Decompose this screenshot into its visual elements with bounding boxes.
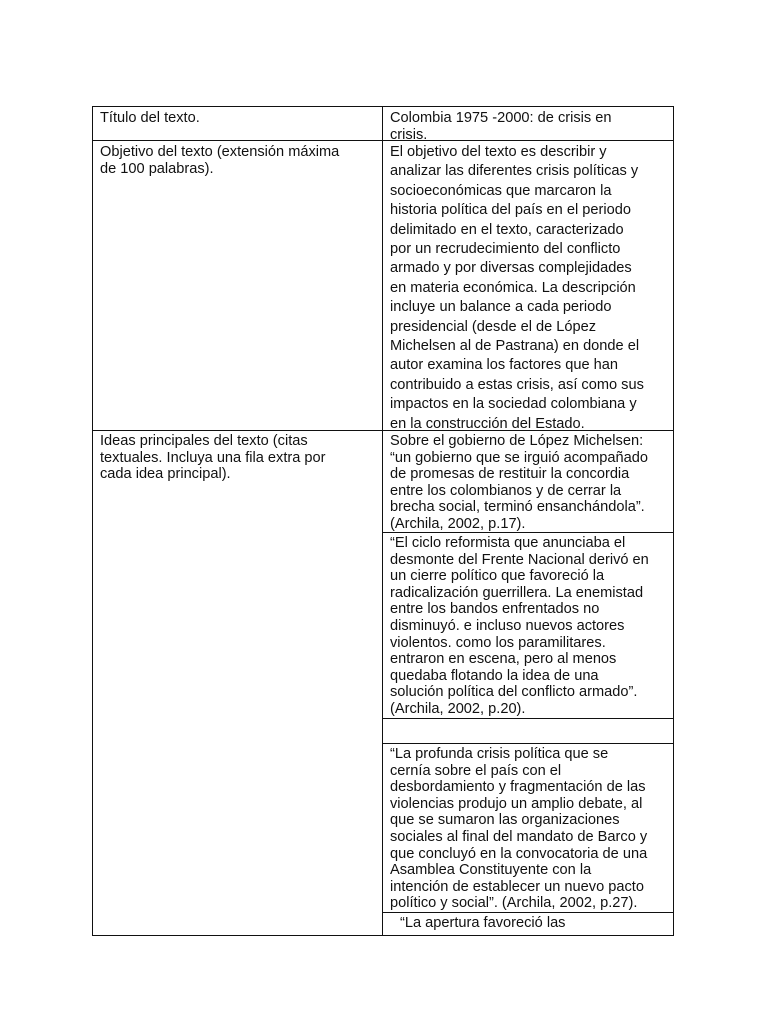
idea-divider bbox=[382, 912, 673, 913]
objective-label: Objetivo del texto (extensión máxima de 100 palabras). bbox=[100, 144, 340, 177]
idea-cell-4: “La profunda crisis política que se cernía sobre el país con el desbordamiento y fragmentación de las violencias produjo un amplio debate, al que se sumaron las organizaciones sociales al final del mandato de Barco y que concluyó en la convocatoria de una Asamblea Constituyente con la intención de establecer un nuevo pacto político y social”. (Archila, 2002, p.27). bbox=[390, 746, 648, 912]
objective-value: El objetivo del texto es describir y analizar las diferentes crisis políticas y socioeconómicas que marcaron la historia política del país en el periodo delimitado en el texto, caracterizado por un recrudecimiento del conflicto armado y por diversas complejidades en materia económica. La descripción incluye un balance a cada periodo presidencial (desde el de López Michelsen al de Pastrana) en donde el autor examina los factores que han contribuido a estas crisis, así como sus impactos en la sociedad colombiana y en la construcción del Estado. bbox=[390, 144, 644, 432]
idea-divider bbox=[382, 743, 673, 744]
idea-cell-1: Sobre el gobierno de López Michelsen: “un gobierno que se irguió acompañado de promesas de restituir la concordia entre los colombianos y de cerrar la brecha social, terminó ensanchándola”. (Archila, 2002, p.17). bbox=[390, 433, 649, 532]
idea-cell-2: “El ciclo reformista que anunciaba el desmonte del Frente Nacional derivó en un cierre político que favoreció la radicalización guerrillera. La enemistad entre los bandos enfrentados no disminuyó. e incluso nuevos actores violentos. como los paramilitares. entraron en escena, pero al menos quedaba flotando la idea de una solución política del conflicto armado”. (Archila, 2002, p.20). bbox=[390, 535, 649, 717]
title-value: Colombia 1975 -2000: de crisis en crisis. bbox=[390, 110, 612, 143]
info-table bbox=[92, 106, 674, 936]
title-label: Título del texto. bbox=[100, 110, 200, 126]
main-ideas-label: Ideas principales del texto (citas textuales. Incluya una fila extra por cada idea principal). bbox=[100, 433, 326, 483]
idea-cell-5: “La apertura favoreció las bbox=[400, 915, 566, 931]
idea-divider bbox=[382, 718, 673, 719]
column-divider bbox=[382, 107, 383, 935]
